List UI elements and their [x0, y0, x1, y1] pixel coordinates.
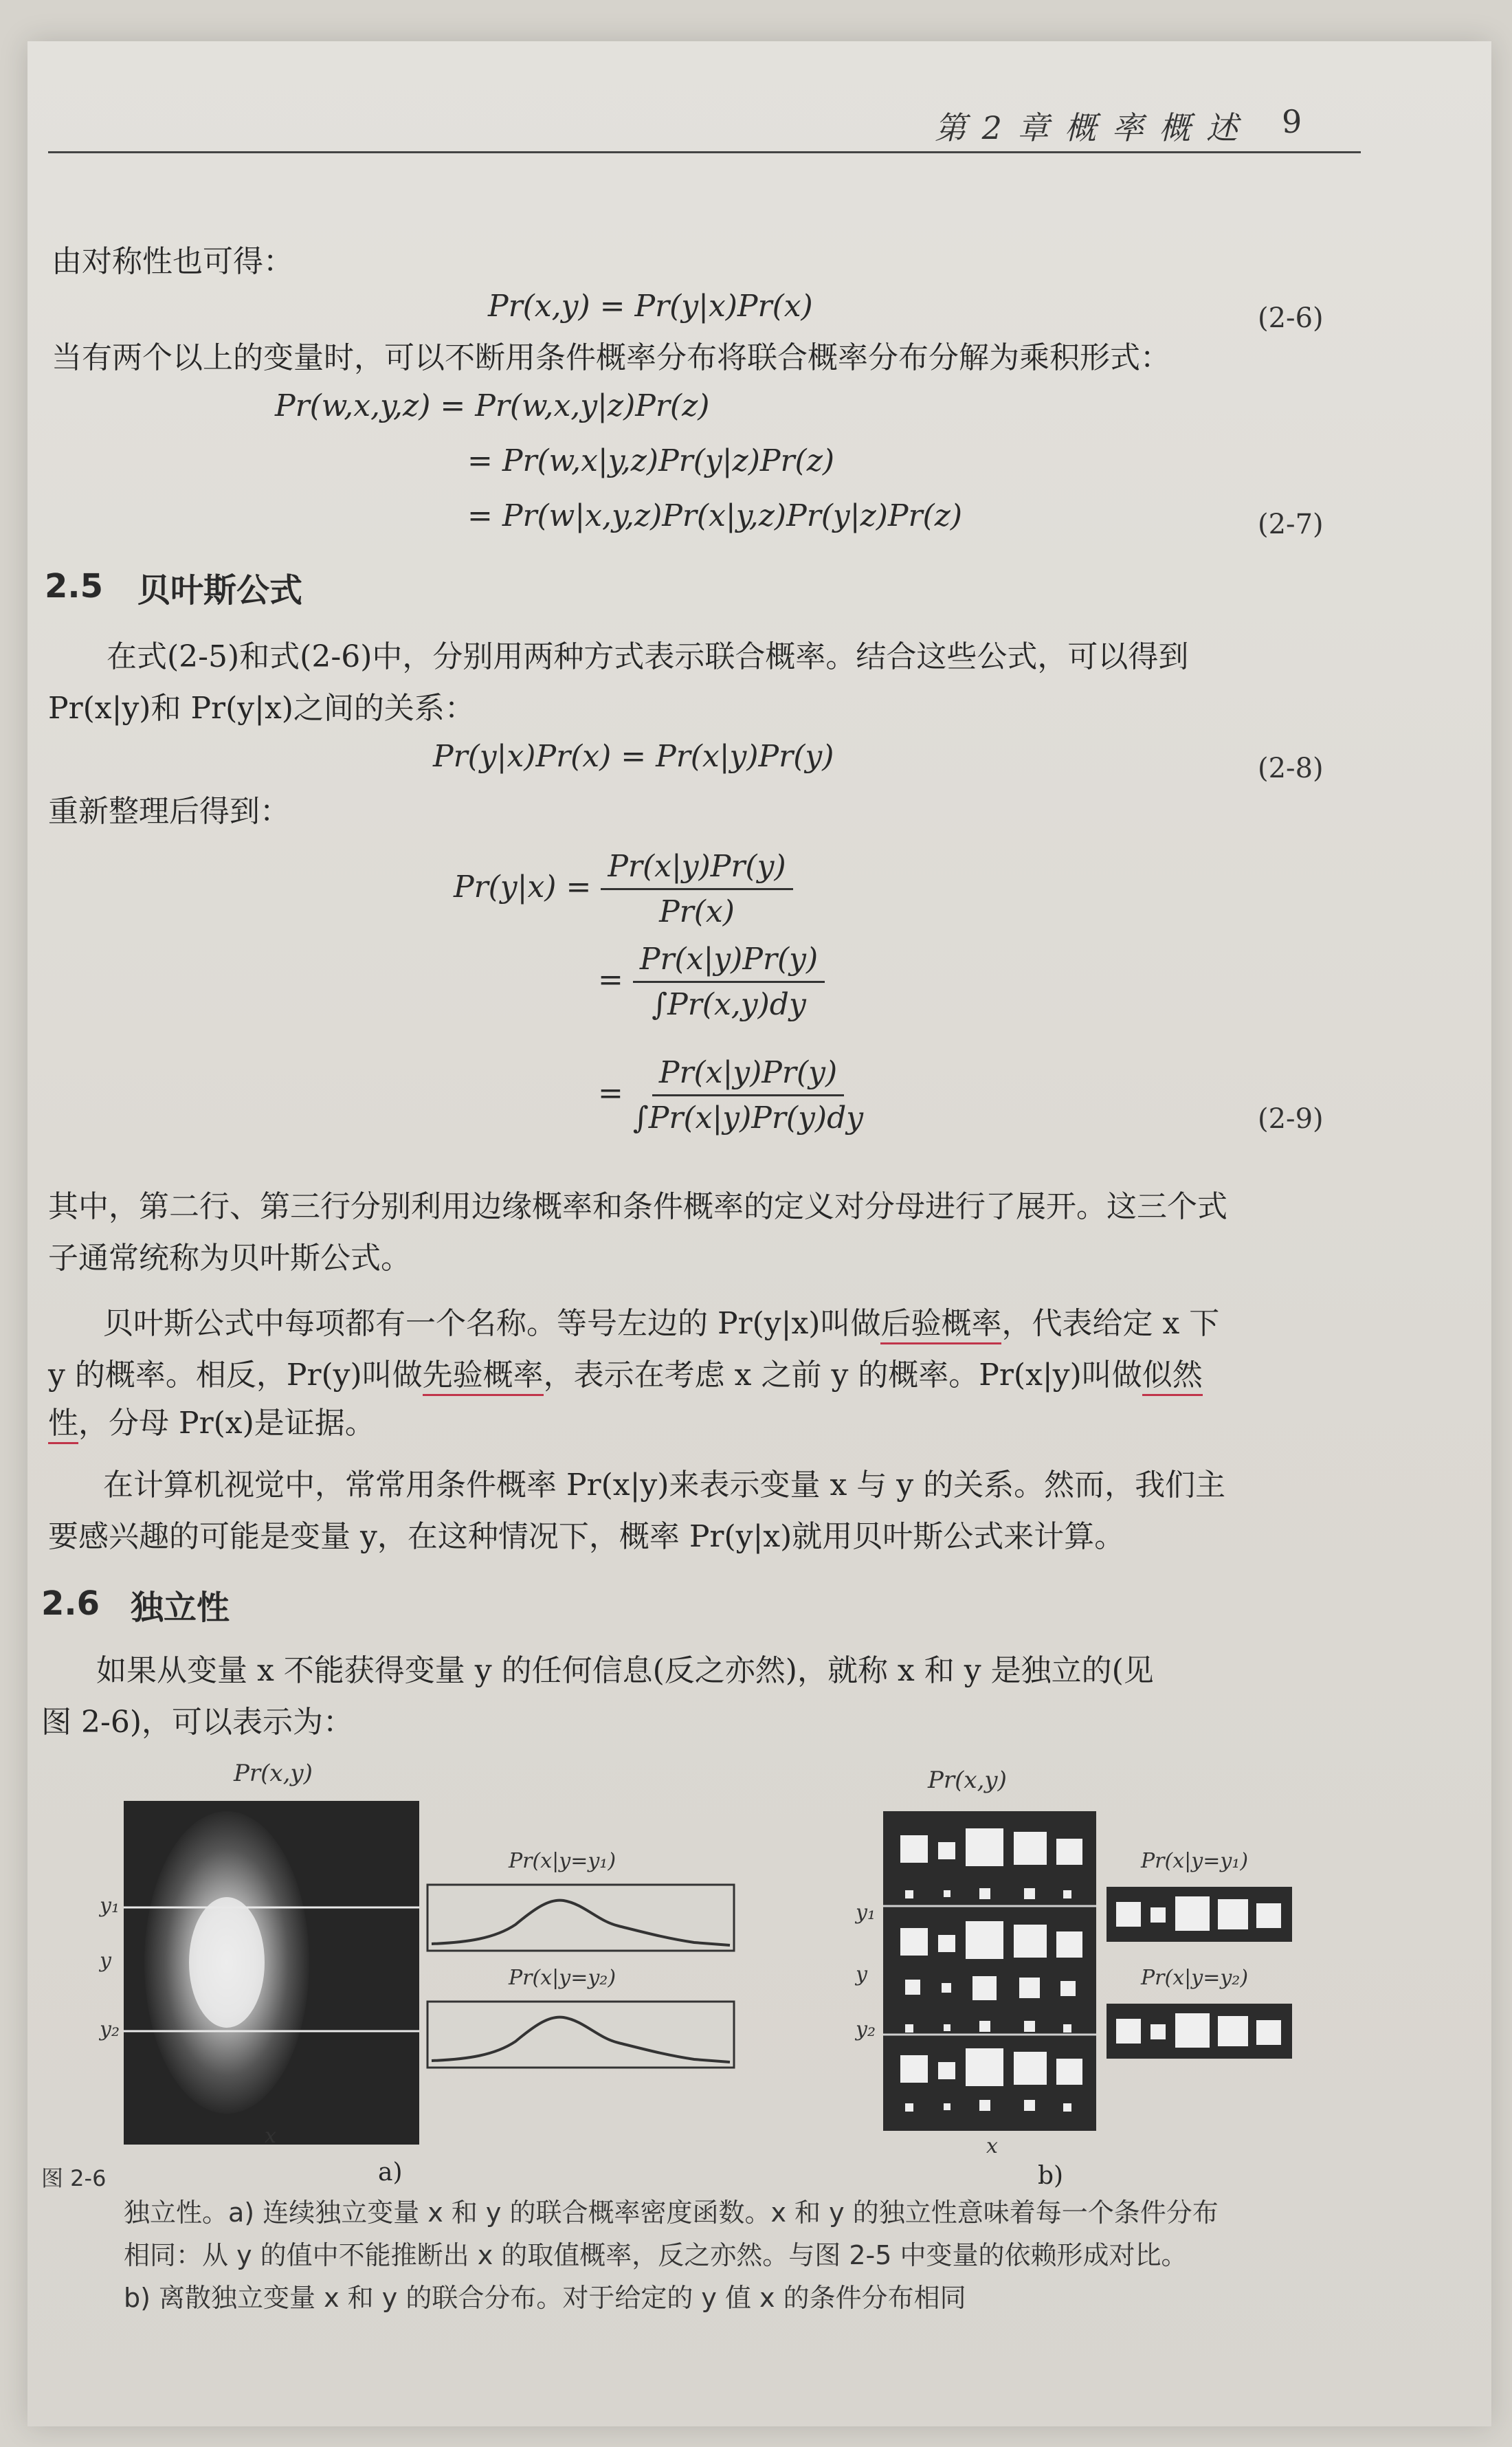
eq29-eq-3: =	[598, 1076, 623, 1111]
fig-a-joint-density	[124, 1801, 419, 2145]
s25-p4-line1: 在计算机视觉中，常常用条件概率 Pr(x|y)来表示变量 x 与 y 的关系。然而，我们主	[103, 1468, 1226, 1503]
caption-line1: 独立性。a) 连续独立变量 x 和 y 的联合概率密度函数。x 和 y 的独立性意味着每一个条件分布	[124, 2197, 1219, 2228]
eq29-den-2: ∫Pr(x,y)dy	[652, 987, 806, 1022]
fig-b-joint-title: Pr(x,y)	[928, 1767, 1007, 1794]
s25-p2-line2: 子通常统称为贝叶斯公式。	[48, 1241, 411, 1276]
fig-b-y2: y₂	[856, 2017, 876, 2041]
caption-line2: 相同：从 y 的值中不能推断出 x 的取值概率，反之亦然。与图 2-5 中变量的依赖形成对比。	[124, 2240, 1188, 2270]
header-rule	[48, 151, 1361, 153]
eq29-frac-3	[633, 1055, 863, 1136]
running-header: 第 2 章 概 率 概 述	[935, 109, 1241, 146]
eq29-num-3: Pr(x|y)Pr(y)	[652, 1055, 844, 1096]
equation-number-2-6: (2-6)	[1258, 302, 1324, 334]
posterior-term: 后验概率	[880, 1306, 1001, 1344]
s25-p3-l2-a: y 的概率。相反，Pr(y)叫做	[48, 1358, 423, 1393]
section-2-6-number: 2.6	[41, 1584, 100, 1623]
fig-a-cond1-title: Pr(x|y=y₁)	[509, 1849, 616, 1873]
rearranged-line: 重新整理后得到：	[48, 794, 290, 829]
eq29-num-1: Pr(x|y)Pr(y)	[601, 849, 792, 890]
fig-b-cond2-title: Pr(x|y=y₂)	[1141, 1966, 1249, 1990]
s26-p1-line2: 图 2-6)，可以表示为：	[41, 1705, 354, 1740]
chain-intro: 当有两个以上的变量时，可以不断用条件概率分布将联合概率分布分解为乘积形式：	[52, 340, 1170, 375]
s25-p1-line2: Pr(x|y)和 Pr(y|x)之间的关系：	[48, 691, 475, 726]
caption-number: 图 2-6	[41, 2165, 107, 2191]
equation-2-8: Pr(y|x)Pr(x) = Pr(x|y)Pr(y)	[433, 739, 834, 774]
eq29-frac-2	[633, 942, 825, 1022]
equation-2-7-c: = Pr(w|x,y,z)Pr(x|y,z)Pr(y|z)Pr(z)	[467, 498, 963, 533]
s25-p3-l1-b: ，代表给定 x 下	[1001, 1306, 1220, 1341]
s25-p4-line2: 要感兴趣的可能是变量 y，在这种情况下，概率 Pr(y|x)就用贝叶斯公式来计算。	[48, 1519, 1125, 1554]
fig-a-x: x	[265, 2124, 276, 2148]
s25-p3-l1-a: 贝叶斯公式中每项都有一个名称。等号左边的 Pr(y|x)叫做	[103, 1306, 881, 1341]
eq29-lhs: Pr(y|x) =	[454, 870, 592, 905]
eq29-num-2: Pr(x|y)Pr(y)	[633, 942, 825, 983]
fig-b-joint-distribution	[883, 1811, 1096, 2131]
fig-a-y: y	[100, 1949, 111, 1973]
s25-p1-line1: 在式(2-5)和式(2-6)中，分别用两种方式表示联合概率。结合这些公式，可以得到	[107, 639, 1189, 674]
prior-term: 先验概率	[423, 1358, 544, 1396]
eq29-den-1: Pr(x)	[659, 894, 735, 929]
equation-number-2-8: (2-8)	[1258, 753, 1324, 784]
fig-a-cond1-curve	[426, 1883, 735, 1952]
eq29-eq-2: =	[598, 962, 623, 997]
eq29-den-3: ∫Pr(x|y)Pr(y)dy	[632, 1100, 864, 1136]
book-page	[27, 41, 1491, 2426]
eq29-frac-1	[601, 849, 792, 929]
fig-b-label: b)	[1038, 2162, 1064, 2190]
s25-p3-l2-b: ，表示在考虑 x 之前 y 的概率。Pr(x|y)叫做	[543, 1358, 1142, 1393]
fig-b-cond1-bars	[1107, 1887, 1292, 1942]
fig-a-y2: y₂	[100, 2017, 120, 2041]
section-2-5-title: 贝叶斯公式	[137, 571, 303, 610]
fig-a-label: a)	[378, 2158, 403, 2186]
fig-b-x: x	[986, 2134, 998, 2158]
equation-2-7-b: = Pr(w,x|y,z)Pr(y|z)Pr(z)	[467, 443, 835, 478]
equation-number-2-7: (2-7)	[1258, 509, 1324, 540]
section-2-5-number: 2.5	[45, 567, 104, 606]
equation-2-9-row2	[598, 942, 825, 1022]
fig-b-y1: y₁	[856, 1901, 876, 1925]
s25-p2-line1: 其中，第二行、第三行分别利用边缘概率和条件概率的定义对分母进行了展开。这三个式	[48, 1189, 1227, 1224]
fig-b-y: y	[856, 1962, 867, 1986]
s25-p3-line3	[48, 1402, 375, 1445]
equation-2-9-row1	[454, 849, 793, 929]
fig-a-joint-title: Pr(x,y)	[234, 1760, 313, 1787]
page-number: 9	[1282, 103, 1305, 140]
equation-2-6: Pr(x,y) = Pr(y|x)Pr(x)	[488, 289, 813, 324]
s25-p3-line2	[48, 1354, 1203, 1397]
equation-number-2-9: (2-9)	[1258, 1103, 1324, 1135]
equation-2-7-a: Pr(w,x,y,z) = Pr(w,x,y|z)Pr(z)	[275, 388, 710, 423]
fig-b-cond1-title: Pr(x|y=y₁)	[1141, 1849, 1249, 1873]
fig-a-cond2-title: Pr(x|y=y₂)	[509, 1966, 616, 1990]
s26-p1-line1: 如果从变量 x 不能获得变量 y 的任何信息(反之亦然)，就称 x 和 y 是独立的(见	[96, 1653, 1154, 1688]
section-2-6-title: 独立性	[131, 1588, 230, 1627]
symmetry-line: 由对称性也可得：	[52, 244, 293, 279]
caption-line3: b) 离散独立变量 x 和 y 的联合分布。对于给定的 y 值 x 的条件分布相同	[124, 2283, 966, 2313]
fig-b-cond2-bars	[1107, 2004, 1292, 2059]
fig-a-y1: y₁	[100, 1894, 120, 1918]
s25-p3-l3-b: ，分母 Pr(x)是证据。	[78, 1406, 375, 1441]
fig-a-cond2-curve	[426, 2000, 735, 2069]
likelihood-term-b: 性	[48, 1406, 78, 1444]
s25-p3-line1	[103, 1303, 1219, 1345]
likelihood-term-a: 似然	[1142, 1358, 1203, 1396]
equation-2-9-row3	[598, 1055, 863, 1136]
